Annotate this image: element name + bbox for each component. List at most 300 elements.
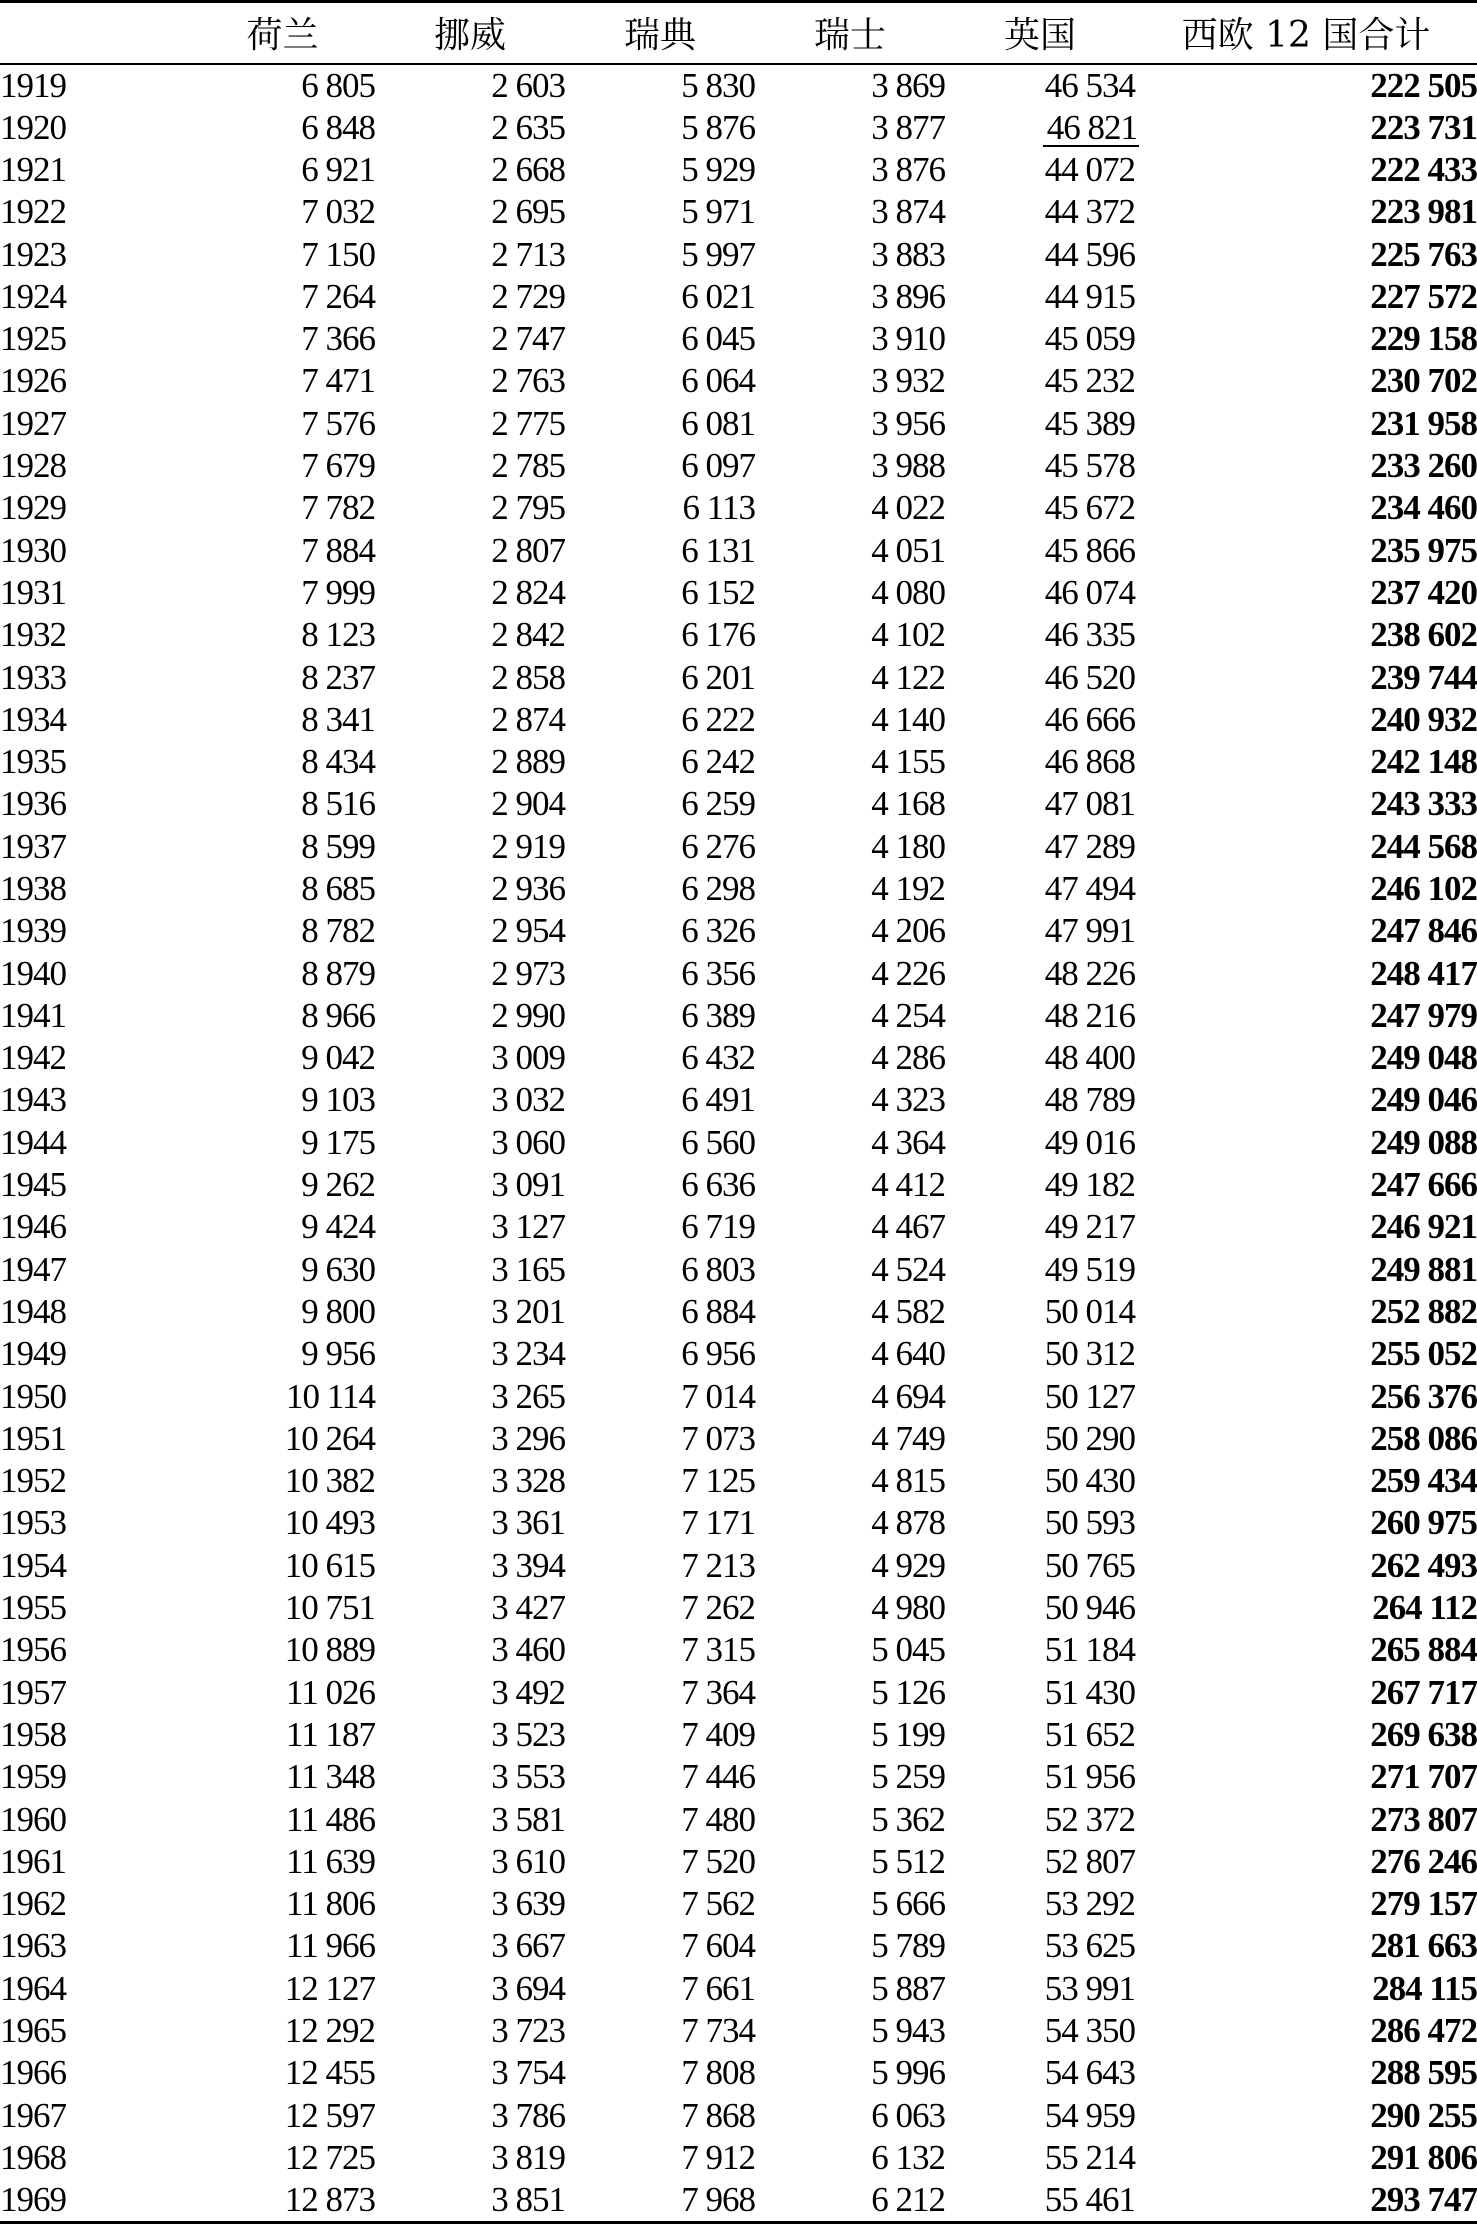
cell-year: 1941	[0, 995, 66, 1035]
cell-uk: 49 182	[1044, 1165, 1135, 1205]
cell-uk: 48 400	[1044, 1038, 1135, 1078]
cell-netherlands: 9 262	[301, 1165, 375, 1205]
cell-year: 1924	[0, 276, 66, 316]
cell-sweden: 6 097	[681, 446, 755, 486]
table-row	[0, 1375, 1477, 1417]
cell-total: 256 376	[1370, 1376, 1477, 1416]
cell-switzerland: 3 988	[871, 446, 945, 486]
cell-year: 1944	[0, 1122, 66, 1162]
table-row	[0, 2010, 1477, 2052]
cell-sweden: 6 356	[681, 953, 755, 993]
cell-uk: 45 059	[1044, 319, 1135, 359]
cell-sweden: 7 125	[681, 1461, 755, 1501]
cell-year: 1956	[0, 1630, 66, 1670]
table-row	[0, 1460, 1477, 1502]
cell-uk: 45 672	[1044, 488, 1135, 528]
cell-total: 234 460	[1370, 488, 1477, 528]
cell-uk: 54 643	[1044, 2053, 1135, 2093]
table-row	[0, 1164, 1477, 1206]
cell-netherlands: 7 999	[301, 572, 375, 612]
cell-total: 239 744	[1370, 657, 1477, 697]
table-row	[0, 656, 1477, 698]
cell-norway: 3 234	[491, 1334, 565, 1374]
cell-switzerland: 4 206	[871, 911, 945, 951]
table-row	[0, 572, 1477, 614]
cell-switzerland: 4 226	[871, 953, 945, 993]
cell-uk: 53 991	[1044, 1968, 1135, 2008]
table-row	[0, 1798, 1477, 1840]
cell-norway: 3 127	[491, 1207, 565, 1247]
cell-sweden: 6 560	[681, 1122, 755, 1162]
cell-sweden: 6 389	[681, 995, 755, 1035]
table-row	[0, 1545, 1477, 1587]
cell-total: 247 846	[1370, 911, 1477, 951]
column-header-switzerland: 瑞士	[755, 2, 945, 64]
cell-netherlands: 9 103	[301, 1080, 375, 1120]
table-row	[0, 826, 1477, 868]
cell-total: 246 102	[1370, 868, 1477, 908]
cell-netherlands: 10 382	[284, 1461, 375, 1501]
cell-year: 1932	[0, 615, 66, 655]
cell-norway: 3 091	[491, 1165, 565, 1205]
cell-sweden: 7 409	[681, 1714, 755, 1754]
cell-uk: 44 596	[1044, 234, 1135, 274]
table-row	[0, 2094, 1477, 2136]
cell-norway: 2 990	[491, 995, 565, 1035]
cell-switzerland: 5 259	[871, 1757, 945, 1797]
cell-year: 1958	[0, 1714, 66, 1754]
cell-switzerland: 4 815	[871, 1461, 945, 1501]
cell-total: 222 505	[1370, 65, 1477, 105]
cell-switzerland: 4 192	[871, 868, 945, 908]
cell-sweden: 7 364	[681, 1672, 755, 1712]
cell-uk: 50 127	[1044, 1376, 1135, 1416]
cell-total: 249 046	[1370, 1080, 1477, 1120]
cell-uk: 50 946	[1044, 1588, 1135, 1628]
table-row	[0, 910, 1477, 952]
cell-uk: 50 014	[1044, 1291, 1135, 1331]
table-row	[0, 868, 1477, 910]
cell-total: 269 638	[1370, 1714, 1477, 1754]
cell-sweden: 6 276	[681, 826, 755, 866]
cell-switzerland: 6 212	[755, 2179, 945, 2223]
cell-uk: 50 765	[1044, 1545, 1135, 1585]
cell-total: 271 707	[1370, 1757, 1477, 1797]
cell-norway: 3 492	[491, 1672, 565, 1712]
table-row	[0, 1756, 1477, 1798]
cell-switzerland: 5 126	[871, 1672, 945, 1712]
cell-year: 1938	[0, 868, 66, 908]
cell-norway: 2 603	[491, 65, 565, 105]
table-row	[0, 741, 1477, 783]
cell-total: 260 975	[1370, 1503, 1477, 1543]
cell-sweden: 6 956	[681, 1334, 755, 1374]
cell-norway: 3 328	[491, 1461, 565, 1501]
table-row	[0, 1249, 1477, 1291]
cell-sweden: 7 073	[681, 1418, 755, 1458]
cell-year: 1921	[0, 149, 66, 189]
cell-uk: 47 081	[1044, 784, 1135, 824]
cell-total: 233 260	[1370, 446, 1477, 486]
cell-switzerland: 3 869	[871, 65, 945, 105]
table-row	[0, 1587, 1477, 1629]
cell-sweden: 7 315	[681, 1630, 755, 1670]
cell-sweden: 6 636	[681, 1165, 755, 1205]
cell-uk: 44 915	[1044, 276, 1135, 316]
cell-total: 246 921	[1370, 1207, 1477, 1247]
cell-total: 276 246	[1370, 1841, 1477, 1881]
cell-norway: 2 874	[491, 699, 565, 739]
cell-sweden: 7 808	[681, 2053, 755, 2093]
cell-netherlands: 6 848	[301, 107, 375, 147]
cell-year: 1931	[0, 572, 66, 612]
cell-sweden: 7 014	[681, 1376, 755, 1416]
cell-year: 1948	[0, 1291, 66, 1331]
cell-netherlands: 10 493	[284, 1503, 375, 1543]
cell-switzerland: 3 874	[871, 192, 945, 232]
cell-switzerland: 3 883	[871, 234, 945, 274]
cell-uk: 47 991	[1044, 911, 1135, 951]
column-header-netherlands: 荷兰	[190, 2, 375, 64]
cell-sweden: 7 968	[565, 2179, 755, 2223]
series-break-value: 46 821	[1043, 111, 1139, 147]
cell-year: 1936	[0, 784, 66, 824]
table-row	[0, 487, 1477, 529]
cell-sweden: 7 480	[681, 1799, 755, 1839]
cell-uk: 50 430	[1044, 1461, 1135, 1501]
cell-norway: 2 729	[491, 276, 565, 316]
cell-sweden: 6 131	[681, 530, 755, 570]
cell-sweden: 7 604	[681, 1926, 755, 1966]
cell-switzerland: 4 022	[871, 488, 945, 528]
cell-total: 248 417	[1370, 953, 1477, 993]
cell-year: 1961	[0, 1841, 66, 1881]
cell-total: 252 882	[1370, 1291, 1477, 1331]
cell-sweden: 6 201	[681, 657, 755, 697]
cell-netherlands: 8 341	[301, 699, 375, 739]
cell-total: 262 493	[1370, 1545, 1477, 1585]
cell-total: 242 148	[1370, 742, 1477, 782]
cell-total: 237 420	[1370, 572, 1477, 612]
cell-norway: 2 695	[491, 192, 565, 232]
cell-year: 1951	[0, 1418, 66, 1458]
cell-netherlands: 12 292	[284, 2011, 375, 2050]
cell-switzerland: 4 323	[871, 1080, 945, 1120]
cell-netherlands: 7 884	[301, 530, 375, 570]
cell-switzerland: 4 102	[871, 615, 945, 655]
cell-switzerland: 4 155	[871, 742, 945, 782]
cell-netherlands: 7 150	[301, 234, 375, 274]
cell-switzerland: 4 080	[871, 572, 945, 612]
cell-year: 1935	[0, 742, 66, 782]
cell-uk: 44 072	[1044, 149, 1135, 189]
cell-switzerland: 4 254	[871, 995, 945, 1035]
cell-switzerland: 4 524	[871, 1249, 945, 1289]
cell-total: 284 115	[1372, 1968, 1477, 2008]
cell-norway: 2 635	[491, 107, 565, 147]
table-row	[0, 1714, 1477, 1756]
cell-norway: 3 553	[491, 1757, 565, 1797]
cell-uk: 49 519	[1044, 1249, 1135, 1289]
cell-switzerland: 5 512	[871, 1841, 945, 1881]
cell-year: 1955	[0, 1588, 66, 1628]
cell-norway: 3 165	[491, 1249, 565, 1289]
cell-sweden: 7 213	[681, 1545, 755, 1585]
cell-netherlands: 12 725	[284, 2137, 375, 2177]
cell-total: 230 702	[1370, 361, 1477, 401]
cell-uk: 45 232	[1044, 361, 1135, 401]
cell-year: 1968	[0, 2137, 66, 2177]
cell-sweden: 6 045	[681, 319, 755, 359]
cell-sweden: 5 929	[681, 149, 755, 189]
cell-netherlands: 12 455	[284, 2053, 375, 2093]
cell-switzerland: 5 362	[871, 1799, 945, 1839]
cell-netherlands: 11 187	[286, 1714, 375, 1754]
table-row	[0, 529, 1477, 571]
cell-sweden: 5 830	[681, 65, 755, 105]
cell-switzerland: 4 364	[871, 1122, 945, 1162]
cell-norway: 3 060	[491, 1122, 565, 1162]
cell-netherlands: 10 114	[286, 1376, 375, 1416]
cell-year: 1922	[0, 192, 66, 232]
cell-sweden: 6 326	[681, 911, 755, 951]
cell-sweden: 6 081	[681, 403, 755, 443]
cell-netherlands: 8 685	[301, 868, 375, 908]
cell-uk: 48 226	[1044, 953, 1135, 993]
cell-norway: 3 460	[491, 1630, 565, 1670]
table-row	[0, 1079, 1477, 1121]
cell-sweden: 5 997	[681, 234, 755, 274]
cell-netherlands: 11 486	[286, 1799, 375, 1839]
cell-year: 1923	[0, 234, 66, 274]
cell-sweden: 7 912	[681, 2137, 755, 2177]
cell-total: 259 434	[1370, 1461, 1477, 1501]
cell-norway: 3 009	[491, 1038, 565, 1078]
column-header-uk: 英国	[945, 2, 1135, 64]
cell-netherlands: 8 879	[301, 953, 375, 993]
cell-netherlands: 8 434	[301, 742, 375, 782]
cell-year: 1969	[0, 2179, 190, 2223]
cell-switzerland: 3 932	[871, 361, 945, 401]
cell-netherlands: 9 424	[301, 1207, 375, 1247]
table-row	[0, 1037, 1477, 1079]
cell-uk: 45 866	[1044, 530, 1135, 570]
cell-year: 1957	[0, 1672, 66, 1712]
cell-total: 267 717	[1370, 1672, 1477, 1712]
cell-total: 231 958	[1370, 403, 1477, 443]
cell-total: 290 255	[1370, 2095, 1477, 2135]
cell-sweden: 6 222	[681, 699, 755, 739]
cell-switzerland: 4 168	[871, 784, 945, 824]
cell-year: 1925	[0, 319, 66, 359]
table-row	[0, 614, 1477, 656]
cell-year: 1950	[0, 1376, 66, 1416]
cell-uk: 46 534	[1044, 65, 1135, 105]
cell-netherlands: 7 264	[301, 276, 375, 316]
cell-uk: 49 217	[1044, 1207, 1135, 1247]
cell-total: 222 433	[1370, 149, 1477, 189]
cell-netherlands: 7 366	[301, 319, 375, 359]
cell-uk: 55 214	[1044, 2137, 1135, 2177]
cell-total: 286 472	[1370, 2011, 1477, 2050]
table-row	[0, 1968, 1477, 2010]
cell-total: 240 932	[1370, 699, 1477, 739]
cell-total: 281 663	[1370, 1926, 1477, 1966]
cell-year: 1933	[0, 657, 66, 697]
table-row	[0, 445, 1477, 487]
cell-total: 293 747	[1135, 2179, 1477, 2223]
cell-switzerland: 4 180	[871, 826, 945, 866]
cell-norway: 2 775	[491, 403, 565, 443]
cell-norway: 2 668	[491, 149, 565, 189]
cell-year: 1920	[0, 107, 66, 147]
cell-netherlands: 9 042	[301, 1038, 375, 1078]
cell-norway: 3 610	[491, 1841, 565, 1881]
table-row	[0, 995, 1477, 1037]
cell-sweden: 6 884	[681, 1291, 755, 1331]
cell-year: 1942	[0, 1038, 66, 1078]
cell-switzerland: 3 876	[871, 149, 945, 189]
cell-uk: 45 389	[1044, 403, 1135, 443]
cell-sweden: 6 432	[681, 1038, 755, 1078]
cell-netherlands: 6 921	[301, 149, 375, 189]
cell-uk: 46 666	[1044, 699, 1135, 739]
cell-uk: 48 789	[1044, 1080, 1135, 1120]
cell-switzerland: 4 051	[871, 530, 945, 570]
cell-uk: 51 430	[1044, 1672, 1135, 1712]
cell-uk: 50 290	[1044, 1418, 1135, 1458]
table-row	[0, 1671, 1477, 1713]
cell-switzerland: 5 045	[871, 1630, 945, 1670]
cell-norway: 2 807	[491, 530, 565, 570]
table-row	[0, 1206, 1477, 1248]
table-row	[0, 1418, 1477, 1460]
cell-switzerland: 6 132	[871, 2137, 945, 2177]
cell-norway: 3 754	[491, 2053, 565, 2093]
table-row	[0, 318, 1477, 360]
cell-norway: 3 581	[491, 1799, 565, 1839]
cell-norway: 2 747	[491, 319, 565, 359]
cell-total: 235 975	[1370, 530, 1477, 570]
cell-year: 1943	[0, 1080, 66, 1120]
cell-uk: 49 016	[1044, 1122, 1135, 1162]
cell-year: 1939	[0, 911, 66, 951]
cell-total: 244 568	[1370, 826, 1477, 866]
table-header	[0, 2, 1477, 64]
cell-uk: 54 959	[1044, 2095, 1135, 2135]
cell-switzerland: 5 887	[871, 1968, 945, 2008]
cell-netherlands: 7 032	[301, 192, 375, 232]
cell-switzerland: 4 412	[871, 1165, 945, 1205]
table-row	[0, 1925, 1477, 1967]
table-row	[0, 699, 1477, 741]
cell-norway: 2 858	[491, 657, 565, 697]
cell-year: 1937	[0, 826, 66, 866]
cell-netherlands: 6 805	[301, 65, 375, 105]
cell-norway: 2 842	[491, 615, 565, 655]
cell-norway: 2 795	[491, 488, 565, 528]
cell-switzerland: 4 467	[871, 1207, 945, 1247]
table-row	[0, 1841, 1477, 1883]
table-row	[0, 2137, 1477, 2179]
cell-sweden: 7 262	[681, 1588, 755, 1628]
column-header-total: 西欧 12 国合计	[1135, 2, 1477, 64]
cell-uk: 48 216	[1044, 995, 1135, 1035]
cell-uk	[945, 107, 1135, 149]
table-row	[0, 107, 1477, 149]
cell-norway: 3 201	[491, 1291, 565, 1331]
cell-sweden: 7 562	[681, 1884, 755, 1924]
cell-sweden: 6 064	[681, 361, 755, 401]
cell-norway: 3 851	[375, 2179, 565, 2223]
cell-uk: 51 652	[1044, 1714, 1135, 1754]
cell-norway: 2 824	[491, 572, 565, 612]
cell-netherlands: 11 806	[286, 1884, 375, 1924]
cell-switzerland: 3 910	[871, 319, 945, 359]
cell-netherlands: 8 516	[301, 784, 375, 824]
cell-uk: 52 807	[1044, 1841, 1135, 1881]
cell-switzerland: 4 640	[871, 1334, 945, 1374]
cell-netherlands: 9 800	[301, 1291, 375, 1331]
cell-switzerland: 3 956	[871, 403, 945, 443]
cell-netherlands: 11 348	[286, 1757, 375, 1797]
cell-switzerland: 5 666	[871, 1884, 945, 1924]
cell-netherlands: 11 966	[286, 1926, 375, 1966]
cell-switzerland: 5 943	[871, 2011, 945, 2050]
cell-year: 1940	[0, 953, 66, 993]
cell-year: 1929	[0, 488, 66, 528]
cell-sweden: 7 171	[681, 1503, 755, 1543]
cell-year: 1967	[0, 2095, 66, 2135]
cell-year: 1953	[0, 1503, 66, 1543]
cell-uk: 52 372	[1044, 1799, 1135, 1839]
cell-year: 1954	[0, 1545, 66, 1585]
cell-norway: 2 954	[491, 911, 565, 951]
cell-norway: 3 694	[491, 1968, 565, 2008]
cell-sweden: 7 734	[681, 2011, 755, 2050]
cell-total: 225 763	[1370, 234, 1477, 274]
cell-netherlands: 8 237	[301, 657, 375, 697]
cell-norway: 3 786	[491, 2095, 565, 2135]
cell-year: 1919	[0, 65, 66, 105]
cell-total: 255 052	[1370, 1334, 1477, 1374]
cell-norway: 2 919	[491, 826, 565, 866]
cell-total: 279 157	[1370, 1884, 1477, 1924]
cell-sweden: 6 176	[681, 615, 755, 655]
cell-year: 1947	[0, 1249, 66, 1289]
cell-uk: 47 289	[1044, 826, 1135, 866]
cell-sweden: 7 868	[681, 2095, 755, 2135]
cell-total: 258 086	[1370, 1418, 1477, 1458]
cell-total: 247 666	[1370, 1165, 1477, 1205]
cell-switzerland: 3 877	[871, 107, 945, 147]
cell-year: 1927	[0, 403, 66, 443]
cell-total: 229 158	[1370, 319, 1477, 359]
cell-sweden: 7 520	[681, 1841, 755, 1881]
cell-sweden: 5 971	[681, 192, 755, 232]
cell-uk: 50 593	[1044, 1503, 1135, 1543]
cell-sweden: 6 491	[681, 1080, 755, 1120]
cell-norway: 2 904	[491, 784, 565, 824]
table-row	[0, 233, 1477, 275]
cell-uk: 45 578	[1044, 446, 1135, 486]
cell-year: 1952	[0, 1461, 66, 1501]
cell-switzerland: 4 694	[871, 1376, 945, 1416]
cell-total: 291 806	[1370, 2137, 1477, 2177]
table-body	[0, 64, 1477, 2223]
cell-total: 264 112	[1372, 1588, 1477, 1628]
table-row	[0, 2179, 1477, 2223]
